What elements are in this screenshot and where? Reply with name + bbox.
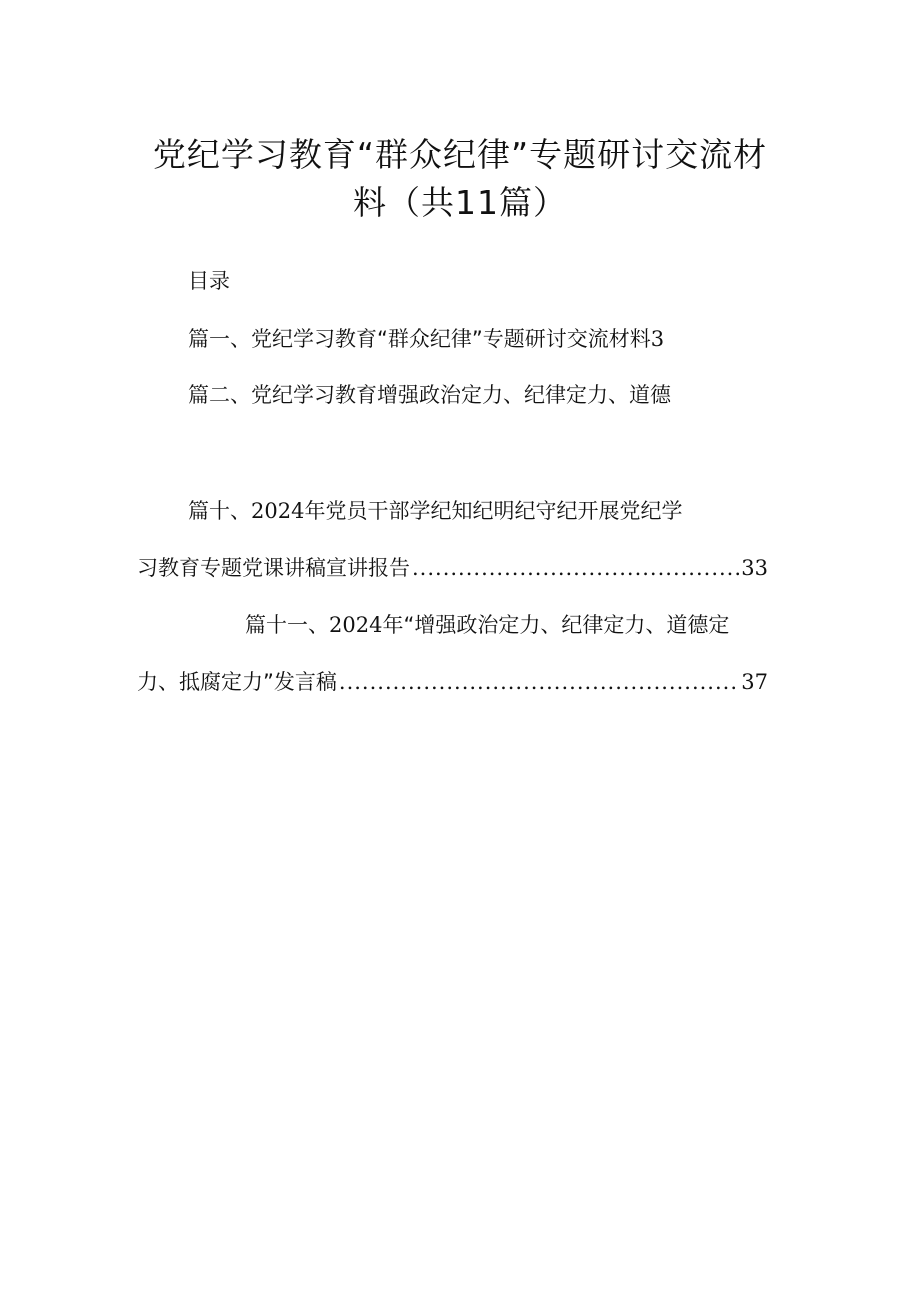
- toc-entry-10-line-1[interactable]: [188, 497, 682, 525]
- toc-entry-10-line-2[interactable]: [137, 554, 768, 582]
- toc-entry-11-page: 37: [741, 670, 768, 694]
- toc-entry-10-year: 2024: [251, 499, 305, 523]
- toc-entry-11-line-1[interactable]: [245, 611, 729, 639]
- toc-entry-11-label-line-2: 力、抵腐定力”发言稿: [137, 670, 337, 694]
- toc-heading: 目录: [188, 269, 230, 293]
- toc-entry-11-line-2[interactable]: [137, 668, 768, 696]
- toc-entry-10-label-line-2: 习教育专题党课讲稿宣讲报告: [137, 556, 410, 580]
- toc-leader-dots: [339, 668, 739, 696]
- toc-entry-2[interactable]: 篇二、党纪学习教育增强政治定力、纪律定力、道德: [188, 383, 671, 407]
- toc-entry-11-rest: 年“增强政治定力、纪律定力、道德定: [382, 613, 730, 637]
- toc-entry-11-prefix: 篇十一、: [245, 613, 329, 637]
- toc-leader-dots: [412, 554, 739, 582]
- toc-entry-10-rest: 年党员干部学纪知纪明纪守纪开展党纪学: [304, 499, 683, 523]
- document-title-line-1: 党纪学习教育“群众纪律”专题研讨交流材: [152, 135, 768, 174]
- toc-entry-1-label: 篇一、党纪学习教育“群众纪律”专题研讨交流材料: [188, 327, 651, 351]
- toc-entry-11-year: 2024: [329, 613, 383, 637]
- toc-entry-10-page: 33: [741, 556, 768, 580]
- toc-entry-1[interactable]: [188, 325, 664, 353]
- document-title-line-2: 料（共11篇）: [353, 183, 567, 222]
- toc-entry-1-page: 3: [650, 327, 665, 351]
- toc-entry-10-prefix: 篇十、: [188, 499, 251, 523]
